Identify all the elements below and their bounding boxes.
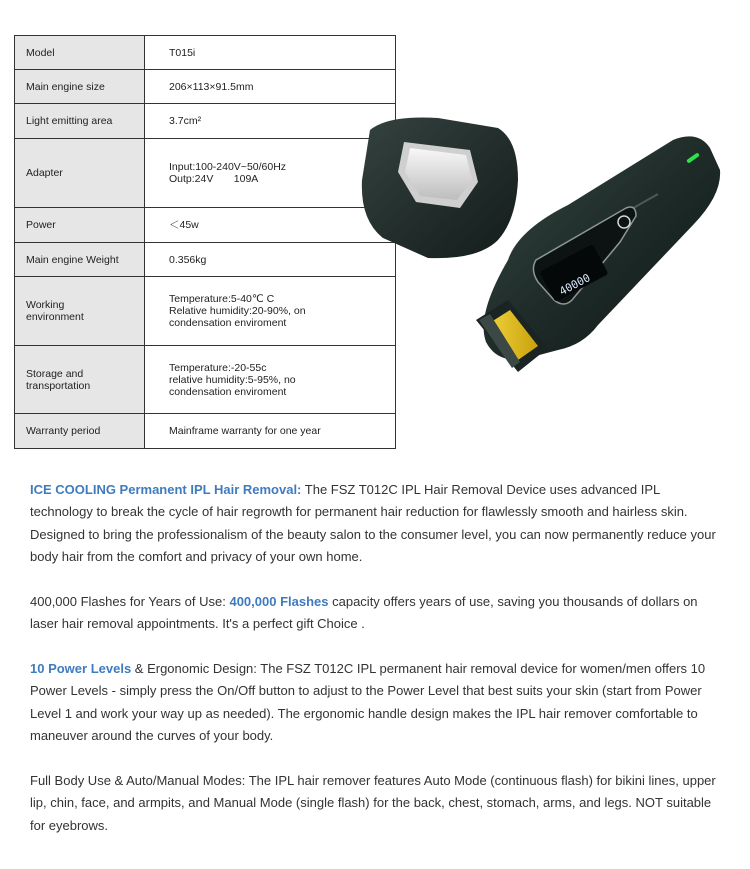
paragraph-body-modes: Full Body Use & Auto/Manual Modes: The IPL hair remover features Auto Mode (continuous flash) for bikini lines, upper lip, chin, face, and armpits, and Manual Mode (single flash) for the back, chest, stomach, arms, and legs. NOT suitable for eyebrows. <box>30 773 716 833</box>
cooling-head-cap <box>362 118 518 259</box>
spec-label: Main engine size <box>15 70 145 104</box>
paragraph-flashes: 400,000 Flashes for Years of Use: 400,000 Flashes capacity offers years of use, saving you thousands of dollars on laser hair removal appointments. It's a perfect gift Choice . <box>30 594 698 632</box>
spec-value: Input:100-240V~50/60Hz Outp:24V 109A <box>145 139 396 208</box>
spec-label: Adapter <box>15 139 145 208</box>
display-counter: 40000 <box>557 271 593 299</box>
spec-value: ＜45w <box>145 208 396 243</box>
spec-row-power <box>15 208 396 243</box>
spec-label: Storage and transportation <box>15 346 145 414</box>
spec-value: Mainframe warranty for one year <box>145 414 396 449</box>
spec-label: Main engine Weight <box>15 243 145 277</box>
spec-value: Temperature:-20-55c relative humidity:5-95%, no condensation enviroment <box>145 346 396 414</box>
spec-row-working-env <box>15 277 396 346</box>
spec-row-size <box>15 70 396 104</box>
spec-value: 206×113×91.5mm <box>145 70 396 104</box>
spec-row-adapter <box>15 139 396 208</box>
spec-row-warranty <box>15 414 396 449</box>
spec-row-weight <box>15 243 396 277</box>
spec-row-storage <box>15 346 396 414</box>
spec-label: Model <box>15 36 145 70</box>
spec-value: T015i <box>145 36 396 70</box>
spec-table <box>14 35 396 449</box>
spec-value: Temperature:5-40℃ C Relative humidity:20-90%, on condensation enviroment <box>145 277 396 346</box>
spec-row-model <box>15 36 396 70</box>
paragraph-ice-cooling: ICE COOLING Permanent IPL Hair Removal: The FSZ T012C IPL Hair Removal Device uses advanced IPL technology to break the cycle of hair regrowth for permanent hair reduction for flawlessly smooth and hairless skin. Designed to bring the professionalism of the beauty salon to the consumer level, you can now permanently reduce your body hair from the comfort and privacy of your own home. <box>30 482 716 565</box>
paragraph-power-levels: 10 Power Levels & Ergonomic Design: The FSZ T012C IPL permanent hair removal device for women/men offers 10 Power Levels - simply press the On/Off button to adjust to the Power Level that best suits your skin (start from Power Level 1 and work your way up as needed). The ergonomic handle design makes the IPL hair remover comfortable to maneuver around the curves of your body. <box>30 661 706 744</box>
spec-label: Light emitting area <box>15 104 145 139</box>
ipl-device-image <box>358 110 740 395</box>
spec-value: 3.7cm² <box>145 104 396 139</box>
spec-value: 0.356kg <box>145 243 396 277</box>
spec-label: Power <box>15 208 145 243</box>
spec-row-light-area <box>15 104 396 139</box>
spec-label: Working environment <box>15 277 145 346</box>
spec-label: Warranty period <box>15 414 145 449</box>
